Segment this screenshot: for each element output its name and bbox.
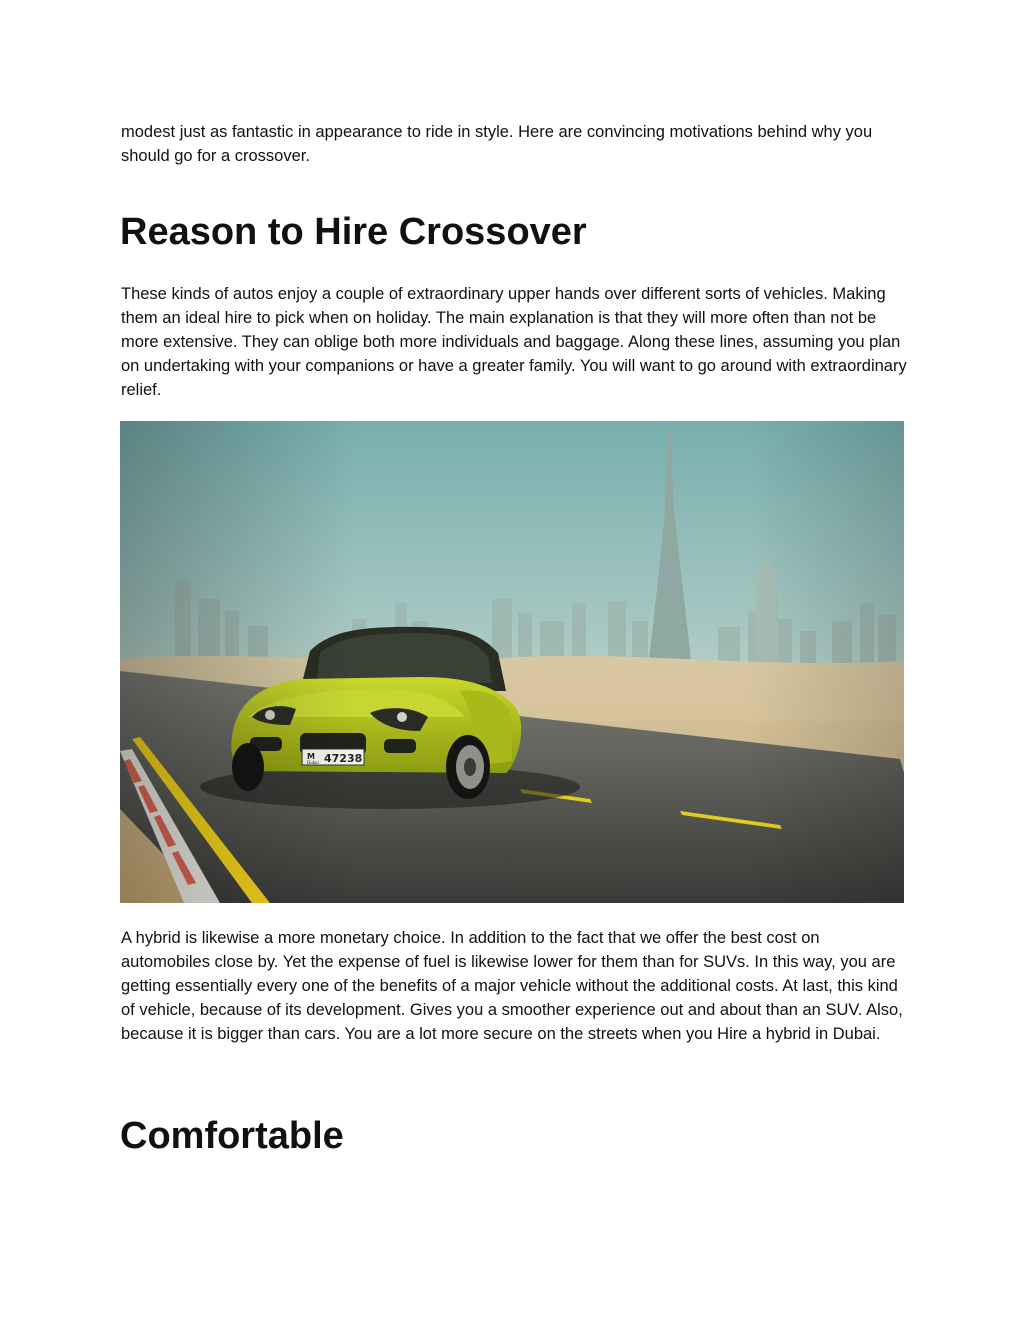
- crossover-car-photo: [120, 421, 904, 903]
- intro-paragraph: modest just as fantastic in appearance to ride in style. Here are convincing motivations behind why you should go for a crossover.: [121, 123, 873, 165]
- section-heading-reason-to-hire: Reason to Hire Crossover: [120, 211, 587, 253]
- section-heading-comfortable: Comfortable: [120, 1115, 344, 1157]
- section-paragraph-hybrid: A hybrid is likewise a more monetary choice. In addition to the fact that we offer the best cost on automobiles close by. Yet the expense of fuel is likewise lower for them than for SUVs. In this way, you are getting essentially every one of the benefits of a major vehicle without the additional costs. At last, this kind of vehicle, because of its development. Gives you a smoother experience out and about than an SUV. Also, because it is bigger than cars. You are a lot more secure on the streets when you Hire a hybrid in Dubai.: [121, 929, 903, 1043]
- section-paragraph-reason: These kinds of autos enjoy a couple of extraordinary upper hands over different sorts of vehicles. Making them an ideal hire to pick when on holiday. The main explanation is that they will more often than not be more extensive. They can oblige both more individuals and baggage. Along these lines, assuming you plan on undertaking with your companions or have a greater family. You will want to go around with extraordinary relief.: [121, 285, 907, 399]
